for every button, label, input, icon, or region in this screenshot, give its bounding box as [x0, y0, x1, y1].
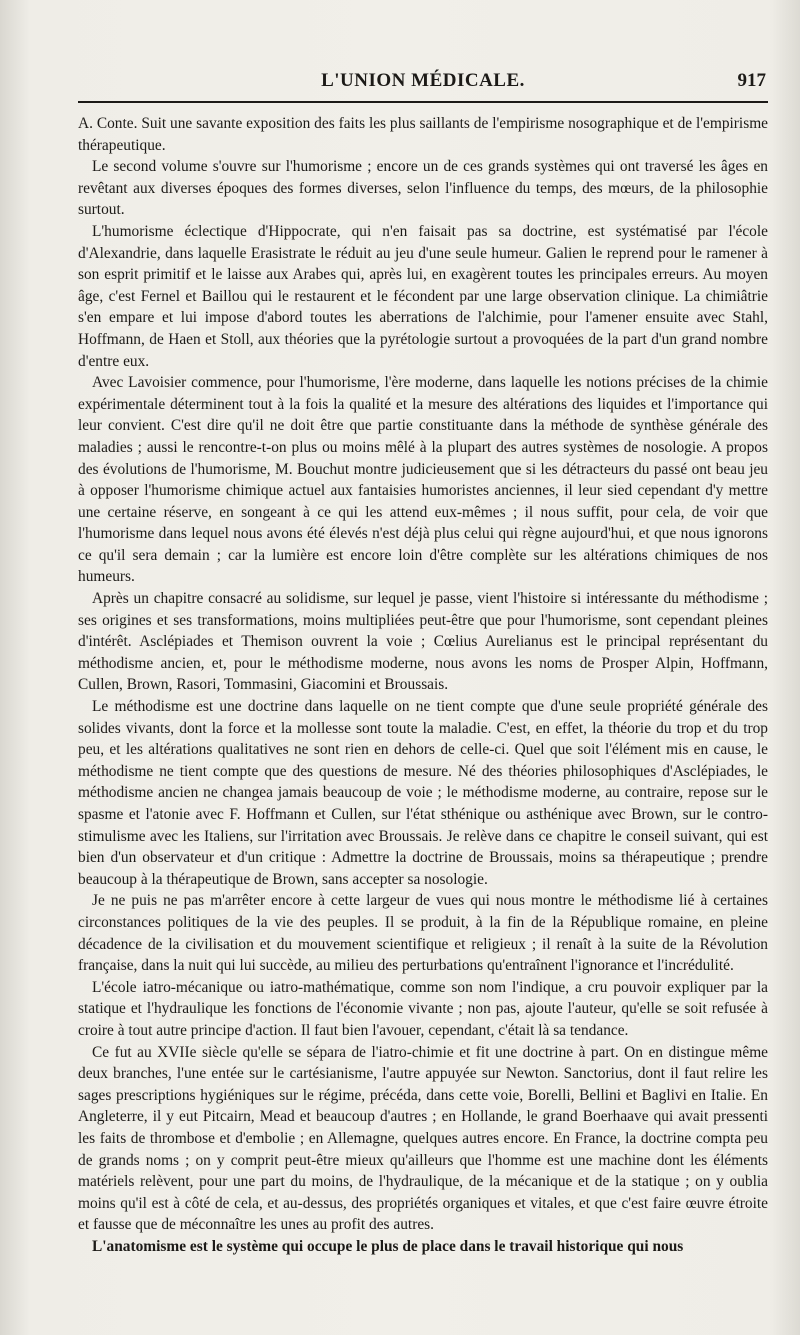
page-number: 917	[737, 70, 766, 91]
running-header	[78, 68, 768, 98]
journal-title: L'UNION MÉDICALE.	[321, 70, 525, 91]
paragraph: L'humorisme éclectique d'Hippocrate, qui n'en faisait pas sa doctrine, est systématisé par l'école d'Alexandrie, dans laquelle Erasistrate le réduit au jeu d'une seule humeur. Galien le reprend pour le ramener à son esprit primitif et le laisse aux Arabes qui, après lui, en exagèrent toutes les principales erreurs. Au moyen âge, c'est Fernel et Baillou qui le restaurent et le fécondent par une large observation clinique. La chimiâtrie s'en empare et lui impose d'abord toutes les aberrations de l'alchimie, pour l'amener ensuite avec Stahl, Hoffmann, de Haen et Stoll, aux théories que la pyrétologie surtout a provoquées de la part d'un grand nombre d'entre eux.	[78, 222, 768, 370]
paragraph: Je ne puis ne pas m'arrêter encore à cette largeur de vues qui nous montre le méthodisme lié à certaines circonstances politiques de la vie des peuples. Il se produit, à la fin de la République romaine, en pleine décadence de la civilisation et du mouvement scientifique et religieux ; il renaît à la suite de la Révolution française, dans la nuit qui lui succède, au milieu des perturbations qu'entraînent l'ignorance et l'incrédulité.	[78, 892, 768, 975]
paragraph: Le second volume s'ouvre sur l'humorisme ; encore un de ces grands systèmes qui ont traversé les âges en revêtant aux diverses époques des formes diverses, selon l'influence du temps, des mœurs, de la philosophie surtout.	[78, 158, 768, 219]
header-rule	[78, 101, 768, 103]
paragraph: Après un chapitre consacré au solidisme, sur lequel je passe, vient l'histoire si intéressante du méthodisme ; ses origines et ses transformations, moins multipliées peut-être que pour l'humorisme, sont cependant pleines d'intérêt. Asclépiades et Themison ouvrent la voie ; Cœlius Aurelianus est le principal représentant du méthodisme ancien, et, pour le méthodisme moderne, nous avons les noms de Prosper Alpin, Hoffmann, Cullen, Brown, Rasori, Tommasini, Giacomini et Broussais.	[78, 590, 768, 694]
paragraph: L'école iatro-mécanique ou iatro-mathématique, comme son nom l'indique, a cru pouvoir expliquer par la statique et l'hydraulique les fonctions de l'économie vivante ; non pas, ajoute l'auteur, qu'elle se soit refusée à croire à tout autre principe d'action. Il faut bien l'avouer, cependant, c'était là sa tendance.	[78, 978, 768, 1039]
paragraph: A. Conte. Suit une savante exposition des faits les plus saillants de l'empirisme nosographique et de l'empirisme thérapeutique.	[78, 115, 768, 154]
paragraph: Avec Lavoisier commence, pour l'humorisme, l'ère moderne, dans laquelle les notions précises de la chimie expérimentale déterminent tout à la fois la qualité et la mesure des altérations des liquides et l'importance qui leur convient. C'est dire qu'il ne doit être que partie constituante dans la méthode de synthèse générale des maladies ; aussi le rencontre-t-on plus ou moins mêlé à la plupart des autres systèmes de nosologie. A propos des évolutions de l'humorisme, M. Bouchut montre judicieusement que si les détracteurs du passé ont beau jeu à opposer l'humorisme chimique actuel aux fantaisies humoristes anciennes, il leur sied cependant d'y mettre une certaine réserve, en songeant à ce qui les attend eux-mêmes ; il nous suffit, pour cela, de voir que l'humorisme dans lequel nous avons été élevés n'est déjà plus celui qui règne aujourd'hui, et que nous ignorons ce qu'il sera demain ; car la lumière est encore loin d'être complète sur les altérations chimiques de nos humeurs.	[78, 374, 768, 586]
paragraph: L'anatomisme est le système qui occupe le plus de place dans le travail historique qui nous	[92, 1237, 684, 1255]
article-body	[78, 113, 768, 1257]
paragraph: Le méthodisme est une doctrine dans laquelle on ne tient compte que d'une seule propriété générale des solides vivants, dont la force et la mollesse sont toute la maladie. C'est, en effet, la théorie du trop et du trop peu, et les altérations qualitatives ne sont rien en dehors de celle-ci. Quel que soit l'élément mis en cause, le méthodisme ne tient compte que des questions de mesure. Né des théories philosophiques d'Asclépiades, le méthodisme ancien ne changea jamais beaucoup de voie ; le méthodisme moderne, au contraire, repose sur le spasme et l'atonie avec F. Hoffmann et Cullen, sur l'état sthénique ou asthénique avec Brown, sur le contro-stimulisme avec les Italiens, sur l'irritation avec Broussais. Je relève dans ce chapitre le conseil suivant, qui est bien d'un observateur et d'un critique : Admettre la doctrine de Broussais, moins sa thérapeutique ; prendre beaucoup à la thérapeutique de Brown, sans accepter sa nosologie.	[78, 698, 768, 888]
paragraph: Ce fut au XVIIe siècle qu'elle se sépara de l'iatro-chimie et fit une doctrine à part. On en distingue même deux branches, l'une entée sur le cartésianisme, l'autre appuyée sur Newton. Sanctorius, dont il faut relire les sages prescriptions hygiéniques sur le régime, précéda, dans cette voie, Borelli, Bellini et Baglivi en Italie. En Angleterre, il y eut Pitcairn, Mead et beaucoup d'autres ; en Hollande, le grand Boerhaave qui avait pressenti les faits de thrombose et d'embolie ; en Allemagne, quelques autres encore. En France, la doctrine compta peu de grands noms ; on y comprit peut-être mieux qu'ailleurs que l'homme est une machine dont les éléments matériels relèvent, pour une part du moins, de l'hydraulique, de la mécanique et de la statique ; on y oublia moins qu'il est à côté de cela, et au-dessus, des propriétés organiques et vitales, et que c'est faire œuvre étroite et fausse que de méconnaître les unes au profit des autres.	[78, 1043, 768, 1234]
